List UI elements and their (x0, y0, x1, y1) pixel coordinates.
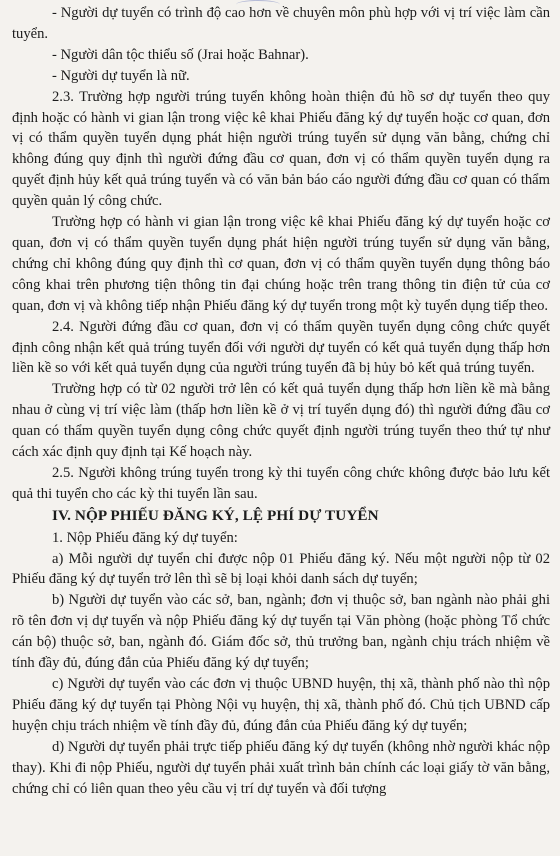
paragraph: a) Mỗi người dự tuyển chỉ được nộp 01 Phiếu đăng ký. Nếu một người nộp từ 02 Phiếu đăng ký dự tuyển trở lên thì sẽ bị loại khỏi danh sách dự tuyển; (12, 550, 550, 588)
paragraph: c) Người dự tuyển vào các đơn vị thuộc UBND huyện, thị xã, thành phố nào thì nộp Phiếu đăng ký dự tuyển tại Phòng Nội vụ huyện, thị xã, thành phố đó. Chủ tịch UBND cấp huyện chịu trách nhiệm về tính đầy đủ, đúng đắn của Phiếu đăng ký dự tuyển; (12, 676, 550, 734)
paragraph: 2.4. Người đứng đầu cơ quan, đơn vị có thẩm quyền tuyển dụng công chức quyết định công nhận kết quả trúng tuyển đối với người dự tuyển có kết quả tuyển dụng thấp hơn liền kề so với kết quả tuyển dụng của người trúng tuyển đã bị hủy bỏ kết quả trúng tuyển. (12, 318, 550, 377)
section-heading: IV. NỘP PHIẾU ĐĂNG KÝ, LỆ PHÍ DỰ TUYỂN (52, 506, 379, 524)
paragraph: 2.3. Trường hợp người trúng tuyển không hoàn thiện đủ hồ sơ dự tuyển theo quy định hoặc có hành vi gian lận trong việc kê khai Phiếu đăng ký dự tuyển hoặc cơ quan, đơn vị có thẩm quyền tuyển dụng phát hiện người trúng tuyển sử dụng văn bằng, chứng chỉ không đúng quy định thì người đứng đầu cơ quan, đơn vị có thẩm quyền tuyển dụng ra quyết định hủy kết quả trúng tuyển và có văn bản báo cáo người đứng đầu cơ quan có thẩm quyền quản lý công chức. (12, 88, 550, 210)
paragraph: 1. Nộp Phiếu đăng ký dự tuyển: (52, 529, 238, 546)
paragraph: b) Người dự tuyển vào các sở, ban, ngành; đơn vị thuộc sở, ban ngành nào phải ghi rõ tên đơn vị dự tuyển và nộp Phiếu đăng ký dự tuyển tại Văn phòng (hoặc phòng Tổ chức cán bộ) thuộc sở, ban, ngành đó. Giám đốc sở, thủ trưởng ban, ngành chịu trách nhiệm về tính đầy đủ, đúng đắn của Phiếu đăng ký dự tuyển; (12, 592, 550, 672)
document-body (12, 3, 550, 799)
paragraph: - Người dự tuyển có trình độ cao hơn về chuyên môn phù hợp với vị trí việc làm cần tuyển. (12, 5, 550, 42)
paragraph: - Người dự tuyển là nữ. (52, 67, 190, 84)
paragraph: - Người dân tộc thiểu số (Jrai hoặc Bahnar). (52, 46, 309, 63)
paragraph: d) Người dự tuyển phải trực tiếp phiếu đăng ký dự tuyển (không nhờ người khác nộp thay). Khi đi nộp Phiếu, người dự tuyển phải xuất trình bản chính các loại giấy tờ văn bằng, chứng chỉ có liên quan theo yêu cầu vị trí dự tuyển và đối tượng (12, 738, 550, 797)
paragraph: 2.5. Người không trúng tuyển trong kỳ thi tuyển công chức không được bảo lưu kết quả thi tuyển cho các kỳ thi tuyển lần sau. (12, 464, 550, 502)
paragraph: Trường hợp có hành vi gian lận trong việc kê khai Phiếu đăng ký dự tuyển hoặc cơ quan, đơn vị có thẩm quyền tuyển dụng phát hiện người trúng tuyển sử dụng văn bằng, chứng chỉ không đúng quy định thì cơ quan, đơn vị có thẩm quyền tuyển dụng thông báo công khai trên phương tiện thông tin đại chúng hoặc trên trang thông tin điện tử của cơ quan, đơn vị và không tiếp nhận Phiếu đăng ký dự tuyển trong một kỳ tuyển dụng tiếp theo. (12, 214, 550, 314)
stamp-mark (236, 0, 280, 9)
paragraph: Trường hợp có từ 02 người trở lên có kết quả tuyển dụng thấp hơn liền kề mà bằng nhau ở cùng vị trí việc làm (thấp hơn liền kề ở vị trí tuyển dụng đó) thì người đứng đầu cơ quan có thẩm quyền tuyển dụng công chức quyết định người trúng tuyển theo thứ tự như cách xác định quy định tại Kế hoạch này. (12, 381, 550, 461)
